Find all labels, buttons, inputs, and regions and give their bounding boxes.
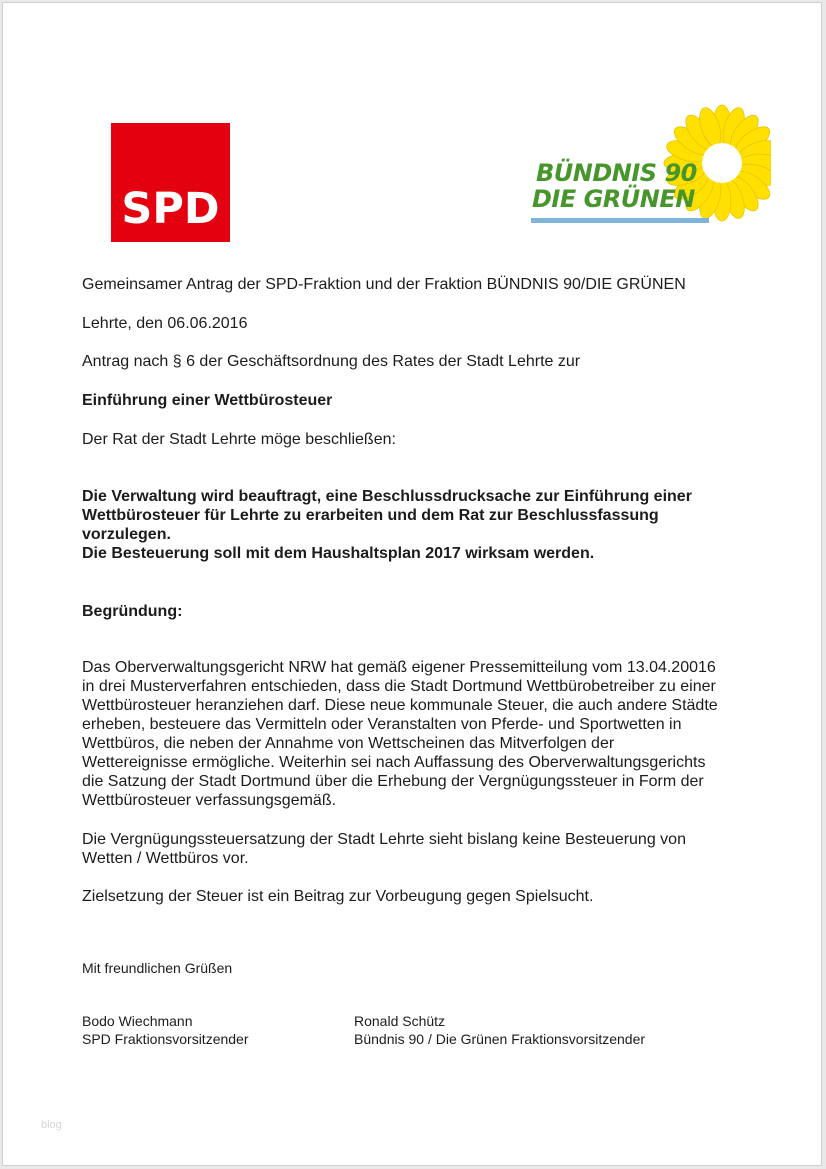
paragraph2-line: Die Vergnügungssteuersatzung der Stadt Lehrte sieht bislang keine Besteuerung von — [82, 831, 686, 848]
justification-line: Wettbüros, die neben der Annahme von Wettscheinen das Mitverfolgen der — [82, 735, 615, 752]
resolution-intro: Der Rat der Stadt Lehrte möge beschließen: — [82, 431, 396, 448]
justification-line: Wettereignisse ermögliche. Weiterhin sei nach Auffassung des Oberverwaltungsgerichts — [82, 754, 706, 771]
signatory-name-gruene: Ronald Schütz — [354, 1013, 446, 1029]
gruene-logo — [527, 103, 771, 227]
justification-line: erheben, besteuere das Vermitteln oder Veranstalten von Pferde- und Sportwetten in — [82, 716, 682, 733]
gruene-logo-line2: DIE GRÜNEN — [532, 185, 695, 213]
resolution-line: Die Verwaltung wird beauftragt, eine Beschlussdrucksache zur Einführung einer — [82, 488, 692, 505]
date-line: Lehrte, den 06.06.2016 — [82, 315, 248, 332]
subject-line: Einführung einer Wettbürosteuer — [82, 392, 333, 409]
watermark: blog — [41, 1119, 62, 1131]
gruene-logo-line1: BÜNDNIS 90 — [536, 159, 697, 187]
gruene-logo-bar — [531, 218, 709, 223]
request-line: Antrag nach § 6 der Geschäftsordnung des Rates der Stadt Lehrte zur — [82, 353, 581, 370]
signatory-role-spd: SPD Fraktionsvorsitzender — [82, 1031, 249, 1047]
resolution-line: Wettbürosteuer für Lehrte zu erarbeiten und dem Rat zur Beschlussfassung — [82, 507, 659, 524]
justification-line: Das Oberverwaltungsgericht NRW hat gemäß eigener Pressemitteilung vom 13.04.20016 — [82, 659, 716, 676]
paragraph3: Zielsetzung der Steuer ist ein Beitrag zur Vorbeugung gegen Spielsucht. — [82, 888, 594, 905]
justification-line: Wettbürosteuer heranziehen darf. Diese neue kommunale Steuer, die auch andere Städte — [82, 697, 718, 714]
justification-line: in drei Musterverfahren entschieden, dass die Stadt Dortmund Wettbürobetreiber zu einer — [82, 678, 716, 695]
closing-line: Mit freundlichen Grüßen — [82, 960, 233, 976]
justification-heading: Begründung: — [82, 603, 183, 620]
spd-logo — [111, 123, 230, 242]
resolution-line: vorzulegen. — [82, 526, 171, 543]
letter-heading: Gemeinsamer Antrag der SPD-Fraktion und der Fraktion BÜNDNIS 90/DIE GRÜNEN — [82, 276, 686, 293]
document-page — [2, 2, 822, 1166]
justification-line: die Satzung der Stadt Dortmund über die Erhebung der Vergnügungssteuer in Form der — [82, 773, 704, 790]
signatory-role-gruene: Bündnis 90 / Die Grünen Fraktionsvorsitzender — [354, 1031, 646, 1047]
signatory-name-spd: Bodo Wiechmann — [82, 1013, 193, 1029]
paragraph2-line: Wetten / Wettbüros vor. — [82, 850, 249, 867]
spd-logo-text: SPD — [121, 184, 220, 234]
justification-line: Wettbürosteuer verfassungsgemäß. — [82, 792, 337, 809]
resolution-line: Die Besteuerung soll mit dem Haushaltsplan 2017 wirksam werden. — [82, 545, 595, 562]
